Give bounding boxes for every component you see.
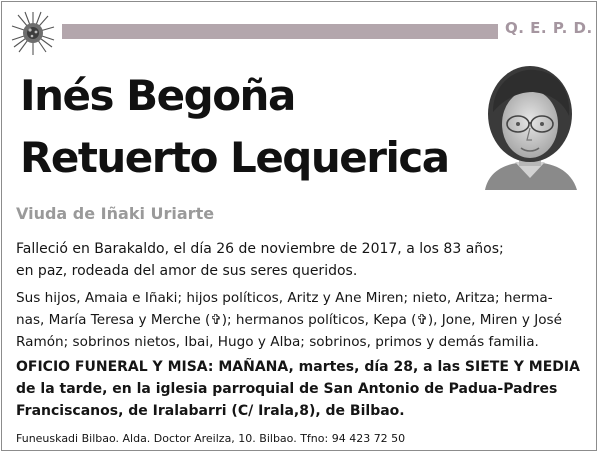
portrait-photo: [479, 62, 581, 190]
death-notice-paragraph: [16, 238, 588, 282]
header-bar: [62, 24, 498, 39]
deceased-name-line1: Inés Begoña: [20, 71, 295, 120]
paragraph-line: OFICIO FUNERAL Y MISA: MAÑANA, martes, día 28, a las SIETE Y MEDIA: [16, 359, 580, 375]
thistle-emblem-icon: [10, 10, 56, 56]
paragraph-line: en paz, rodeada del amor de sus seres queridos.: [16, 263, 358, 279]
funeral-home-footer: Funeuskadi Bilbao. Alda. Doctor Areilza, 10. Bilbao. Tfno: 94 423 72 50: [16, 432, 406, 445]
paragraph-line: Franciscanos, de Iralabarri (C/ Irala,8), de Bilbao.: [16, 403, 405, 419]
deceased-name-line2: Retuerto Lequerica: [20, 133, 449, 182]
funeral-service-paragraph: [16, 356, 588, 422]
paragraph-line: de la tarde, en la iglesia parroquial de San Antonio de Padua-Padres: [16, 381, 558, 397]
paragraph-line: Falleció en Barakaldo, el día 26 de noviembre de 2017, a los 83 años;: [16, 241, 504, 257]
subtitle-widow-of: Viuda de Iñaki Uriarte: [16, 204, 215, 223]
paragraph-line: nas, María Teresa y Merche (✞); hermanos políticos, Kepa (✞), Jone, Miren y José: [16, 312, 562, 328]
obituary-card: [1, 1, 597, 451]
family-paragraph: [16, 287, 588, 353]
paragraph-line: Sus hijos, Amaia e Iñaki; hijos políticos, Aritz y Ane Miren; nieto, Aritza; herma-: [16, 290, 553, 306]
paragraph-line: Ramón; sobrinos nietos, Ibai, Hugo y Alba; sobrinos, primos y demás familia.: [16, 334, 539, 350]
qepd-label: Q. E. P. D.: [505, 19, 593, 37]
